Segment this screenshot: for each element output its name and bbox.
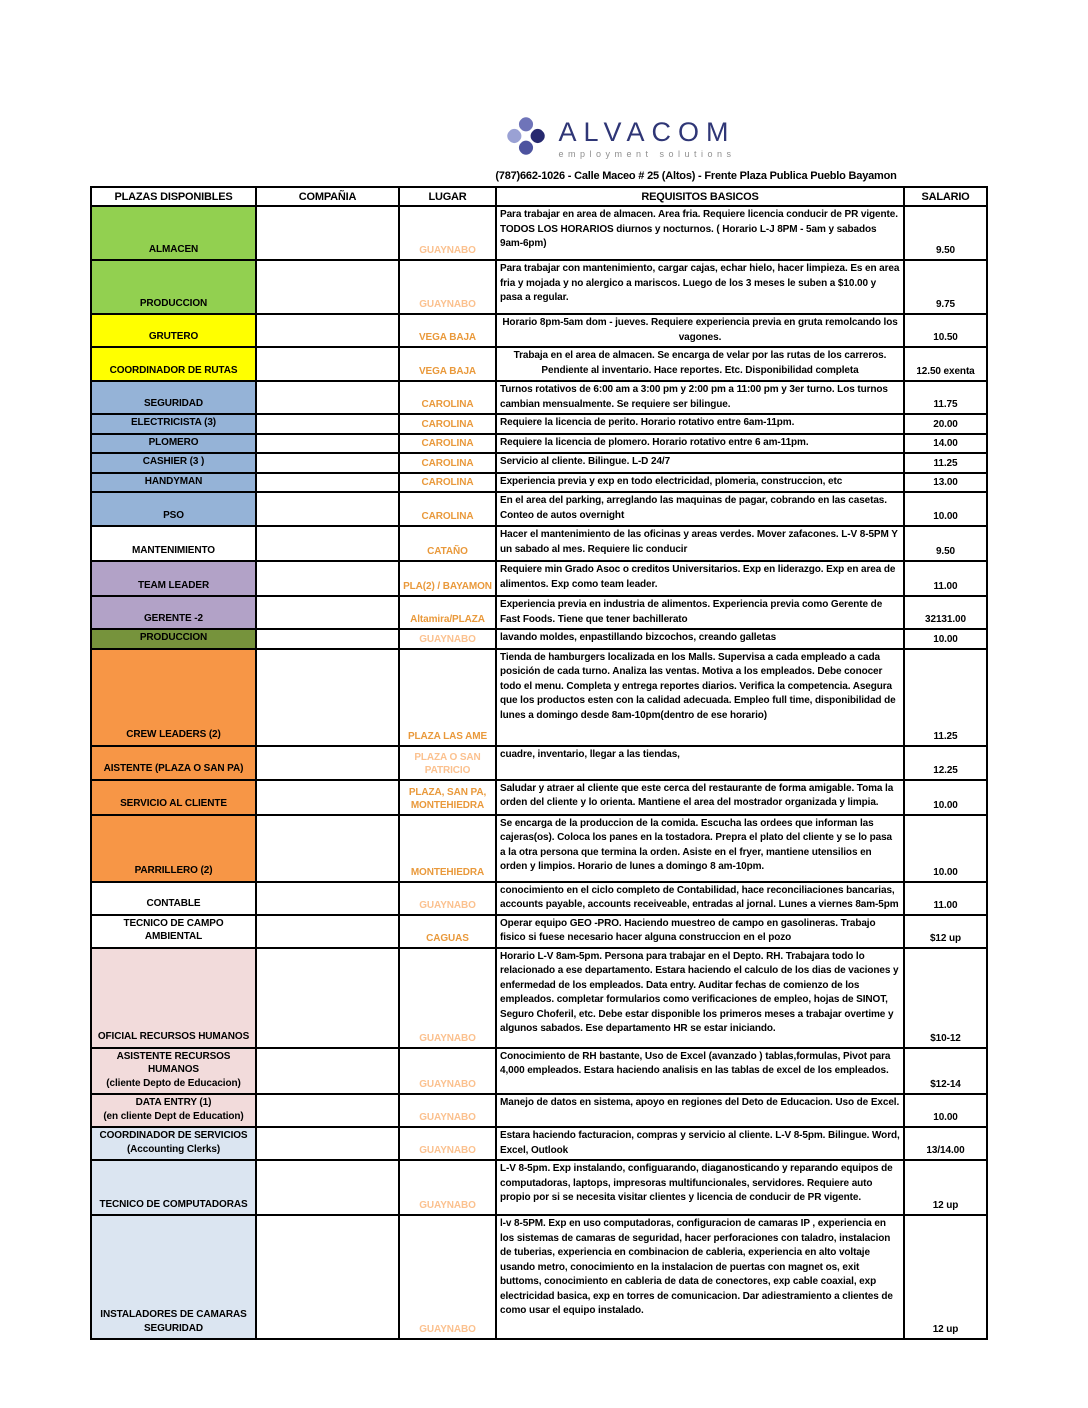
requirements-cell: Saludar y atraer al cliente que este cerca del restaurante de forma amigable. Toma la orden del cliente y lo orienta. Mantiene el area del mostrador organizada y limpia. — [496, 780, 904, 815]
location-cell: CAROLINA — [399, 492, 496, 526]
requirements-cell: Conocimiento de RH bastante, Uso de Excel (avanzado ) tablas,formulas, Pivot para 4,000 empleados. Estara haciendo analisis en las tablas de excel de los empleados. — [496, 1048, 904, 1095]
table-row — [91, 882, 987, 915]
plaza-title: CONTABLE — [146, 898, 201, 909]
requirements-cell: conocimiento en el ciclo completo de Contabilidad, hace reconciliaciones bancarias, accounts payable, accounts receiveable, entradas al jornal. Lunes a viernes 8am-5pm — [496, 882, 904, 915]
plaza-title: GRUTERO — [148, 330, 199, 342]
location-cell: CAROLINA — [399, 434, 496, 454]
requirements-cell: Horario 8pm-5am dom - jueves. Requiere experiencia previa en gruta remolcando los vagones. — [496, 314, 904, 347]
table-row — [91, 815, 987, 882]
salary-cell: $12 up — [904, 915, 987, 948]
company-cell — [256, 1048, 399, 1095]
company-cell — [256, 314, 399, 347]
location-cell: GUAYNABO — [399, 206, 496, 260]
salary-cell: 9.50 — [904, 526, 987, 561]
table-row — [91, 596, 987, 629]
logo-wordmark: ALVACOM — [558, 116, 736, 147]
table-row — [91, 1160, 987, 1215]
plaza-cell — [91, 453, 256, 473]
plaza-cell — [91, 414, 256, 434]
table-row — [91, 260, 987, 314]
salary-cell: 11.00 — [904, 561, 987, 596]
location-cell: GUAYNABO — [399, 882, 496, 915]
plaza-cell — [91, 596, 256, 629]
plaza-cell — [91, 915, 256, 948]
company-cell — [256, 1160, 399, 1215]
requirements-cell: Requiere la licencia de plomero. Horario rotativo entre 6 am-11pm. — [496, 434, 904, 454]
requirements-cell: cuadre, inventario, llegar a las tiendas, — [496, 746, 904, 780]
requirements-cell: Estara haciendo facturacion, compras y servicio al cliente. L-V 8-5pm. Bilingue. Word, Excel, Outlook — [496, 1127, 904, 1160]
location-cell: MONTEHIEDRA — [399, 815, 496, 882]
table-row — [91, 434, 987, 454]
salary-cell: 9.50 — [904, 206, 987, 260]
table-row — [91, 1048, 987, 1095]
table-row — [91, 629, 987, 649]
plaza-cell — [91, 473, 256, 493]
plaza-subtitle: (en cliente Dept de Education) — [103, 1110, 244, 1122]
salary-cell: $12-14 — [904, 1048, 987, 1095]
plaza-subtitle: (Accounting Clerks) — [126, 1143, 221, 1155]
location-cell: Altamira/PLAZA — [399, 596, 496, 629]
requirements-cell: Para trabajar con mantenimiento, cargar cajas, echar hielo, hacer limpieza. Es en area fria y mojada y no alergico a mariscos. Luego de los 3 meses le suben a $10.00 y pasa a regular. — [496, 260, 904, 314]
location-cell: PLAZA, SAN PA, MONTEHIEDRA — [399, 780, 496, 815]
salary-cell: 10.00 — [904, 629, 987, 649]
plaza-cell — [91, 1215, 256, 1339]
plaza-title: PSO — [163, 509, 184, 521]
location-cell: GUAYNABO — [399, 1160, 496, 1215]
location-cell: CATAÑO — [399, 526, 496, 561]
company-cell — [256, 453, 399, 473]
salary-cell: $10-12 — [904, 948, 987, 1048]
salary-cell: 12.50 exenta — [904, 347, 987, 381]
location-cell: GUAYNABO — [399, 1127, 496, 1160]
requirements-cell: Requiere min Grado Asoc o creditos Universitarios. Exp en liderazgo. Exp en area de alimentos. Exp como team leader. — [496, 561, 904, 596]
company-cell — [256, 815, 399, 882]
plaza-cell — [91, 780, 256, 815]
salary-cell: 32131.00 — [904, 596, 987, 629]
salary-cell: 12.25 — [904, 746, 987, 780]
table-row — [91, 381, 987, 414]
plaza-cell — [91, 381, 256, 414]
salary-cell: 20.00 — [904, 414, 987, 434]
plaza-cell — [91, 561, 256, 596]
table-row — [91, 1215, 987, 1339]
logo-mark-icon — [504, 114, 548, 163]
table-row — [91, 649, 987, 746]
location-cell: GUAYNABO — [399, 1215, 496, 1339]
salary-cell: 11.25 — [904, 453, 987, 473]
location-cell: PLA(2) / BAYAMON — [399, 561, 496, 596]
salary-cell: 13/14.00 — [904, 1127, 987, 1160]
requirements-cell: Se encarga de la produccion de la comida. Escucha las ordees que informan las cajeras(os). Coloca los panes en la tostadora. Prepra el plato del cliente y se lo pasa a la otra persona que termina la orden. Asiste en el fryer, mantiene utensilios en orden y limpios. Horario de lunes a domingo 8 am-10pm. — [496, 815, 904, 882]
plaza-title: TECNICO DE COMPUTADORAS — [99, 1198, 248, 1210]
jobs-table — [90, 186, 988, 1340]
salary-cell: 10.50 — [904, 314, 987, 347]
company-cell — [256, 414, 399, 434]
table-row — [91, 746, 987, 780]
company-cell — [256, 882, 399, 915]
requirements-cell: Experiencia previa y exp en todo electricidad, plomeria, construccion, etc — [496, 473, 904, 493]
plaza-title: HANDYMAN — [144, 475, 203, 487]
requirements-cell: Trabaja en el area de almacen. Se encarga de velar por las rutas de los carreros. Pendiente al inventario. Hace reportes. Etc. Disponibilidad completa — [496, 347, 904, 381]
table-row — [91, 492, 987, 526]
requirements-cell: Tienda de hamburgers localizada en los Malls. Supervisa a cada empleado a cada posición de cada turno. Analiza las ventas. Motiva a los empleados. Debe conocer todo el menu. Completa y entrega reportes diarios. Verifica la competencia. Asegura que los productos esten con la calidad adecuada. Empleo full time, disponibilidad de lunes a domingo desde 8am-10pm(dentro de ese horario) — [496, 649, 904, 746]
company-cell — [256, 1094, 399, 1127]
table-row — [91, 347, 987, 381]
company-cell — [256, 746, 399, 780]
plaza-title: ASISTENTE RECURSOS HUMANOS — [116, 1050, 231, 1075]
location-cell: GUAYNABO — [399, 1094, 496, 1127]
table-row — [91, 473, 987, 493]
location-cell: PLAZA LAS AME — [399, 649, 496, 746]
plaza-title: PARRILLERO (2) — [134, 865, 213, 876]
company-cell — [256, 629, 399, 649]
contact-line: (787)662-1026 - Calle Maceo # 25 (Altos) - Frente Plaza Publica Pueblo Bayamon — [495, 170, 897, 182]
requirements-cell: Servicio al cliente. Bilingue. L-D 24/7 — [496, 453, 904, 473]
company-cell — [256, 649, 399, 746]
column-header-requisitos: REQUISITOS BASICOS — [496, 187, 904, 206]
plaza-title: PRODUCCION — [139, 297, 208, 309]
location-cell: CAGUAS — [399, 915, 496, 948]
company-cell — [256, 381, 399, 414]
company-cell — [256, 915, 399, 948]
table-row — [91, 1127, 987, 1160]
salary-cell: 10.00 — [904, 780, 987, 815]
requirements-cell: L-V 8-5pm. Exp instalando, configuarando, diaganosticando y reparando equipos de computadoras, laptops, impresoras multifuncionales, servidores. Requiere auto propio por si se necesita visitar clientes y licencia de conducir de PR vigente. — [496, 1160, 904, 1215]
salary-cell: 9.75 — [904, 260, 987, 314]
plaza-title: CREW LEADERS (2) — [126, 729, 221, 740]
plaza-title: ALMACEN — [148, 243, 199, 255]
requirements-cell: Requiere la licencia de perito. Horario rotativo entre 6am-11pm. — [496, 414, 904, 434]
plaza-title: TEAM LEADER — [137, 579, 210, 591]
salary-cell: 14.00 — [904, 434, 987, 454]
company-cell — [256, 260, 399, 314]
plaza-cell — [91, 1048, 256, 1095]
plaza-title: OFICIAL RECURSOS HUMANOS — [97, 1031, 250, 1042]
table-row — [91, 314, 987, 347]
requirements-cell: Turnos rotativos de 6:00 am a 3:00 pm y 2:00 pm a 11:00 pm y 3er turno. Los turnos cambian mensualmente. Se requiere ser bilingue. — [496, 381, 904, 414]
salary-cell: 10.00 — [904, 815, 987, 882]
company-cell — [256, 561, 399, 596]
requirements-cell: Experiencia previa en industria de alimentos. Experiencia previa como Gerente de Fast Foods. Tiene que tener bachillerato — [496, 596, 904, 629]
plaza-cell — [91, 526, 256, 561]
location-cell: GUAYNABO — [399, 629, 496, 649]
location-cell: VEGA BAJA — [399, 347, 496, 381]
plaza-title: SEGURIDAD — [143, 397, 204, 409]
plaza-cell — [91, 746, 256, 780]
plaza-title: DATA ENTRY (1) — [135, 1097, 212, 1108]
location-cell: GUAYNABO — [399, 260, 496, 314]
company-cell — [256, 473, 399, 493]
requirements-cell: Manejo de datos en sistema, apoyo en regiones del Deto de Educacion. Uso de Excel. — [496, 1094, 904, 1127]
location-cell: CAROLINA — [399, 453, 496, 473]
location-cell: CAROLINA — [399, 473, 496, 493]
company-cell — [256, 1215, 399, 1339]
table-header-row — [91, 187, 987, 206]
plaza-title: PRODUCCION — [139, 632, 208, 643]
company-cell — [256, 526, 399, 561]
location-cell: VEGA BAJA — [399, 314, 496, 347]
requirements-cell: lavando moldes, enpastillando bizcochos, creando galletas — [496, 629, 904, 649]
table-row — [91, 561, 987, 596]
table-row — [91, 1094, 987, 1127]
column-header-compania: COMPAÑIA — [256, 187, 399, 206]
logo-tagline: employment solutions — [558, 148, 736, 159]
table-row — [91, 206, 987, 260]
company-cell — [256, 596, 399, 629]
requirements-cell: l-v 8-5PM. Exp en uso computadoras, configuracion de camaras IP , experiencia en los sistemas de camaras de seguridad, hacer perforaciones con taladro, instalacion de tuberias, experiencia en combinacion de cableria, experiencia en alto voltaje usando metro, conocimiento en la instalacion de puertas con magnet os, exit buttoms, conocimiento en cableria de data de conectores, exp cable coaxial, exp electricidad basica, exp en torres de comunicacion. Dar adiestramiento a clientes de como usar el equipo instalado. — [496, 1215, 904, 1339]
requirements-cell: Operar equipo GEO -PRO. Haciendo muestreo de campo en gasolineras. Trabajo fisico si fuese necesario hacer alguna construccion en el pozo — [496, 915, 904, 948]
requirements-cell: En el area del parking, arreglando las maquinas de pagar, cobrando en las casetas. Conteo de autos overnight — [496, 492, 904, 526]
company-cell — [256, 780, 399, 815]
salary-cell: 12 up — [904, 1215, 987, 1339]
plaza-subtitle: SEGURIDAD — [143, 1322, 204, 1334]
plaza-cell — [91, 815, 256, 882]
column-header-salario: SALARIO — [904, 187, 987, 206]
salary-cell: 11.75 — [904, 381, 987, 414]
salary-cell: 13.00 — [904, 473, 987, 493]
plaza-title: TECNICO DE CAMPO AMBIENTAL — [123, 917, 224, 942]
salary-cell: 10.00 — [904, 1094, 987, 1127]
company-cell — [256, 1127, 399, 1160]
table-row — [91, 915, 987, 948]
requirements-cell: Para trabajar en area de almacen. Area fria. Requiere licencia conducir de PR vigente. TODOS LOS HORARIOS diurnos y nocturnos. ( Horario L-J 8PM - 5am y sabados 9am-6pm) — [496, 206, 904, 260]
column-header-plazas: PLAZAS DISPONIBLES — [91, 187, 256, 206]
location-cell: GUAYNABO — [399, 948, 496, 1048]
jobs-table-body — [91, 206, 987, 1339]
plaza-cell — [91, 649, 256, 746]
plaza-title: PLOMERO — [148, 436, 199, 448]
table-row — [91, 453, 987, 473]
plaza-title: CASHIER (3 ) — [142, 456, 205, 467]
plaza-cell — [91, 1160, 256, 1215]
logo — [76, 114, 1088, 163]
plaza-subtitle: (cliente Depto de Educacion) — [106, 1077, 241, 1089]
plaza-title: AISTENTE (PLAZA O SAN PA) — [103, 763, 244, 774]
plaza-cell — [91, 434, 256, 454]
plaza-title: COORDINADOR DE SERVICIOS — [99, 1130, 248, 1141]
company-cell — [256, 492, 399, 526]
plaza-title: MANTENIMIENTO — [132, 544, 215, 556]
plaza-cell — [91, 206, 256, 260]
location-cell: CAROLINA — [399, 414, 496, 434]
plaza-cell — [91, 347, 256, 381]
salary-cell: 11.25 — [904, 649, 987, 746]
table-row — [91, 780, 987, 815]
location-cell: GUAYNABO — [399, 1048, 496, 1095]
requirements-cell: Hacer el mantenimiento de las oficinas y areas verdes. Mover zafacones. L-V 8-5PM Y un sabado al mes. Requiere lic conducir — [496, 526, 904, 561]
plaza-cell — [91, 1094, 256, 1127]
plaza-title: COORDINADOR DE RUTAS — [109, 364, 238, 376]
salary-cell: 12 up — [904, 1160, 987, 1215]
header — [0, 0, 1088, 182]
plaza-cell — [91, 492, 256, 526]
company-cell — [256, 434, 399, 454]
plaza-cell — [91, 1127, 256, 1160]
requirements-cell: Horario L-V 8am-5pm. Persona para trabajar en el Depto. RH. Trabajara todo lo relacionado a ese departamento. Estara haciendo el calculo de los dias de vaciones y enfermedad de los empleados. Data entry. Auditar fechas de comienzo de los empleados. completar formularios como verificaciones de empleo, hojas de SINOT, Seguro Choferil, etc. Debe estar disponible los primeros meses a trabajar overtime y algunos sabados. Ese departamento HR se estar iniciando. — [496, 948, 904, 1048]
plaza-title: ELECTRICISTA (3) — [130, 417, 217, 428]
salary-cell: 10.00 — [904, 492, 987, 526]
plaza-cell — [91, 260, 256, 314]
company-cell — [256, 206, 399, 260]
company-cell — [256, 948, 399, 1048]
table-row — [91, 948, 987, 1048]
plaza-title: SERVICIO AL CLIENTE — [120, 798, 227, 809]
column-header-lugar: LUGAR — [399, 187, 496, 206]
location-cell: CAROLINA — [399, 381, 496, 414]
company-cell — [256, 347, 399, 381]
plaza-cell — [91, 948, 256, 1048]
plaza-cell — [91, 314, 256, 347]
plaza-title: INSTALADORES DE CAMARAS — [100, 1309, 247, 1320]
plaza-title: GERENTE -2 — [143, 612, 203, 624]
plaza-cell — [91, 629, 256, 649]
table-row — [91, 526, 987, 561]
table-row — [91, 414, 987, 434]
salary-cell: 11.00 — [904, 882, 987, 915]
location-cell: PLAZA O SAN PATRICIO — [399, 746, 496, 780]
plaza-cell — [91, 882, 256, 915]
